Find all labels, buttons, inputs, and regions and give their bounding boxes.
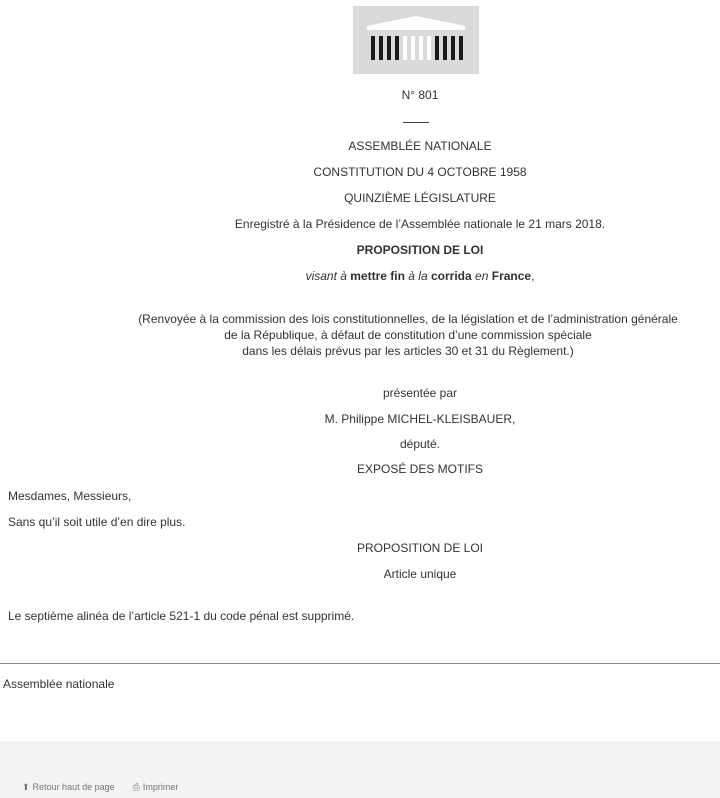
subject-word: en <box>475 269 489 283</box>
separator <box>403 122 429 123</box>
referral-line: (Renvoyée à la commission des lois constitutionnelles, de la législation et de l’administration générale <box>138 312 678 326</box>
document-subject <box>0 269 720 284</box>
motives-heading: EXPOSÉ DES MOTIFS <box>356 462 484 476</box>
article-heading: Article unique <box>383 567 457 581</box>
document-type: PROPOSITION DE LOI <box>356 243 484 257</box>
arrow-up-icon: ⬆ <box>22 782 30 792</box>
back-to-top-link[interactable] <box>22 781 115 793</box>
article-text: Le septième alinéa de l’article 521-1 du code pénal est supprimé. <box>8 609 355 623</box>
motives-text: Sans qu’il soit utile d’en dire plus. <box>8 515 186 529</box>
registration-line: Enregistré à la Présidence de l’Assemblée nationale le 21 mars 2018. <box>234 217 606 231</box>
salutation: Mesdames, Messieurs, <box>8 489 132 503</box>
footer-divider <box>0 663 720 664</box>
subject-word: visant à <box>305 269 347 283</box>
referral-line: dans les délais prévus par les articles 30 et 31 du Règlement.) <box>242 344 574 358</box>
subject-word: , <box>531 269 535 283</box>
print-link[interactable] <box>133 781 179 793</box>
subject-word: à la <box>408 269 428 283</box>
back-to-top-label: Retour haut de page <box>32 782 115 792</box>
presented-by: présentée par <box>382 386 458 400</box>
subject-word: mettre fin <box>350 269 405 283</box>
footer-links <box>22 781 178 793</box>
constitution-line: CONSTITUTION DU 4 OCTOBRE 1958 <box>313 165 527 179</box>
subject-word: France <box>491 269 532 283</box>
print-label: Imprimer <box>142 782 179 792</box>
printer-icon: ⎙ <box>132 782 140 792</box>
referral-line: de la République, à défaut de constitution d’une commission spéciale <box>224 328 592 342</box>
author-role: député. <box>399 437 441 451</box>
assembly-title: ASSEMBLÉE NATIONALE <box>348 139 492 153</box>
document-number: N° 801 <box>401 88 439 102</box>
legislature-line: QUINZIÈME LÉGISLATURE <box>344 191 496 205</box>
proposal-heading: PROPOSITION DE LOI <box>356 541 484 555</box>
footer-site-name: Assemblée nationale <box>3 677 115 691</box>
referral-note <box>0 311 720 359</box>
subject-word: corrida <box>431 269 472 283</box>
assemblee-nationale-logo <box>353 6 479 74</box>
author-name: M. Philippe MICHEL-KLEISBAUER, <box>324 412 516 426</box>
